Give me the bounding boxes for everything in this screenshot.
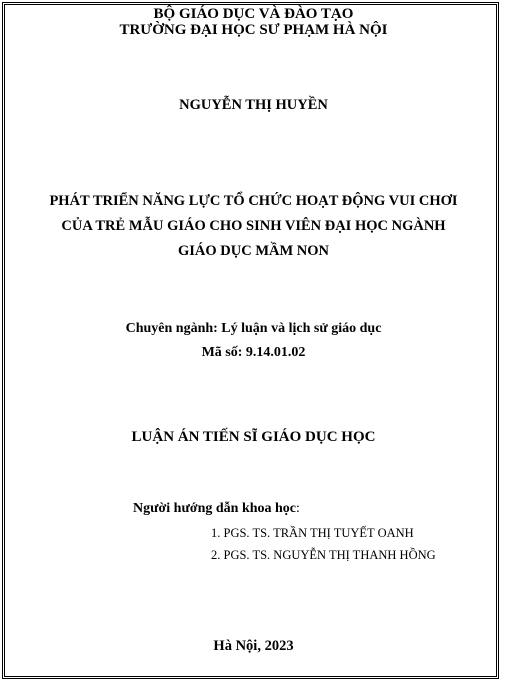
major-code: Mã số: 9.14.01.02	[201, 345, 306, 360]
place-date: Hà Nội, 2023	[213, 638, 294, 654]
advisor-item: 1. PGS. TS. TRẦN THỊ TUYẾT OANH	[211, 526, 414, 540]
thesis-title-line: GIÁO DỤC MẦM NON	[177, 243, 330, 259]
author-name: NGUYỄN THỊ HUYỀN	[179, 97, 328, 113]
advisors-label	[133, 502, 300, 516]
advisors-label-colon: :	[296, 501, 300, 516]
degree-title: LUẬN ÁN TIẾN SĨ GIÁO DỤC HỌC	[131, 429, 376, 445]
thesis-title-line: PHÁT TRIỂN NĂNG LỰC TỔ CHỨC HOẠT ĐỘNG VUI CHƠI	[49, 193, 458, 209]
thesis-title-line: CỦA TRẺ MẪU GIÁO CHO SINH VIÊN ĐẠI HỌC NGÀNH	[61, 218, 446, 234]
university-name: TRƯỜNG ĐẠI HỌC SƯ PHẠM HÀ NỘI	[119, 22, 388, 38]
advisor-item: 2. PGS. TS. NGUYỄN THỊ THANH HỒNG	[211, 548, 436, 562]
ministry-name: BỘ GIÁO DỤC VÀ ĐÀO TẠO	[153, 6, 354, 22]
major-label: Chuyên ngành: Lý luận và lịch sử giáo dục	[125, 321, 382, 336]
advisors-label-text: Người hướng dẫn khoa học	[133, 501, 297, 516]
